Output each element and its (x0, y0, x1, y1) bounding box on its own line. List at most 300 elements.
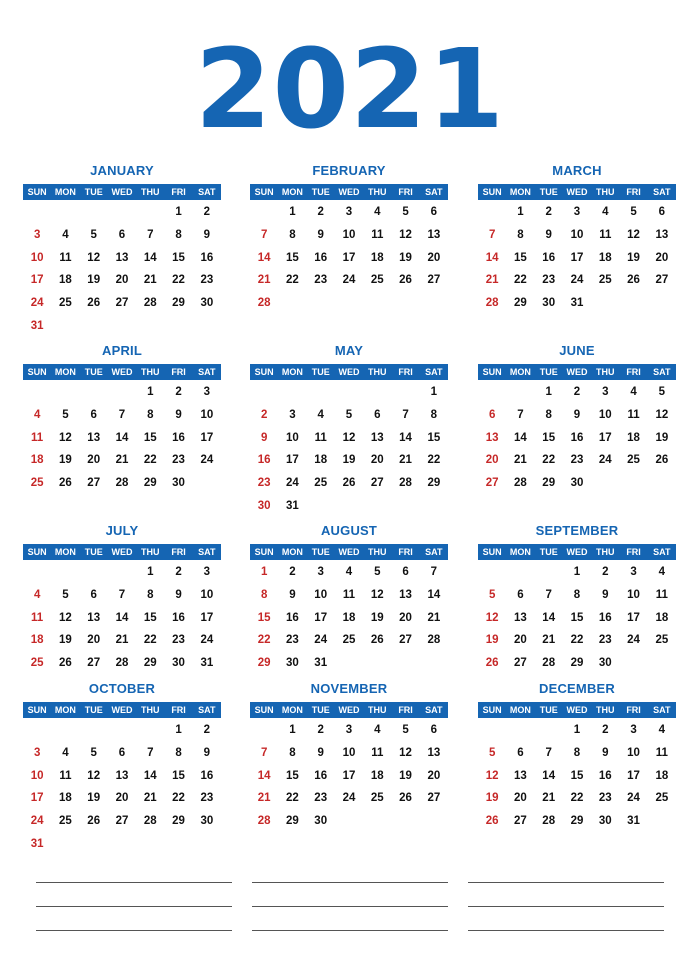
day-cell: 8 (147, 408, 154, 421)
weekday-label: SAT (198, 367, 216, 377)
weekday-label: SAT (198, 187, 216, 197)
day-cell: 18 (655, 769, 669, 782)
day-cell: 21 (115, 634, 129, 647)
day-cell: 23 (314, 792, 328, 805)
weekday-label: SUN (482, 367, 502, 377)
empty-cell (506, 561, 534, 584)
day-cell: 17 (342, 769, 356, 782)
note-line (468, 883, 664, 907)
day-cell: 5 (658, 386, 666, 398)
day-cell: 27 (427, 274, 441, 287)
day-cell: 18 (627, 431, 640, 444)
month-september (478, 520, 676, 675)
day-cell: 22 (542, 454, 556, 467)
day-cell: 30 (570, 477, 584, 490)
day-cell: 6 (90, 408, 97, 421)
day-cell: 12 (342, 431, 356, 444)
day-cell: 23 (257, 477, 271, 490)
day-cell: 31 (570, 297, 584, 310)
weekday-label: FRI (398, 367, 413, 377)
day-cell: 1 (175, 724, 182, 736)
day-cell: 15 (172, 251, 185, 264)
day-cell: 27 (427, 792, 441, 805)
weekday-label: WED (111, 547, 133, 557)
month-january (23, 160, 221, 338)
day-cell: 28 (257, 297, 271, 310)
day-cell: 15 (514, 251, 527, 264)
day-cell: 16 (542, 251, 556, 264)
day-cell: 18 (30, 454, 44, 467)
weekday-label: FRI (171, 547, 186, 557)
month-march (478, 160, 676, 315)
weekday-label: WED (566, 367, 588, 377)
month-july (23, 520, 221, 675)
month-february (250, 160, 448, 315)
day-cell: 19 (87, 274, 101, 287)
weekday-label: WED (566, 547, 588, 557)
day-cell: 6 (90, 588, 97, 601)
day-cell: 27 (514, 657, 527, 670)
month-name: JUNE (559, 343, 595, 358)
day-cell: 21 (257, 274, 271, 287)
day-cell: 3 (317, 566, 324, 578)
weekday-header (478, 364, 676, 380)
empty-cell (391, 381, 419, 404)
day-cell: 8 (260, 588, 268, 601)
day-cell: 30 (200, 297, 214, 310)
day-cell: 28 (115, 477, 129, 490)
day-cell: 24 (570, 274, 584, 287)
day-cell: 3 (33, 228, 41, 241)
day-cell: 27 (485, 477, 499, 490)
day-cell: 23 (570, 454, 584, 467)
day-cell: 30 (598, 815, 612, 828)
weekday-label: WED (111, 705, 133, 715)
day-cell: 16 (314, 251, 328, 264)
days-grid (478, 719, 676, 833)
day-cell: 29 (542, 477, 556, 490)
day-cell: 1 (573, 566, 581, 578)
empty-cell (478, 561, 506, 584)
empty-cell (108, 381, 136, 404)
empty-cell (335, 381, 363, 404)
month-name: OCTOBER (88, 681, 156, 696)
day-cell: 26 (399, 792, 412, 805)
weekday-label: THU (596, 187, 615, 197)
empty-cell (51, 561, 79, 584)
day-cell: 9 (175, 588, 182, 601)
day-cell: 4 (317, 408, 324, 421)
day-cell: 15 (286, 769, 299, 782)
day-cell: 15 (427, 431, 441, 444)
day-cell: 24 (200, 454, 214, 467)
day-cell: 1 (289, 724, 296, 736)
day-cell: 20 (485, 454, 499, 467)
weekday-label: WED (566, 187, 588, 197)
day-cell: 17 (200, 611, 214, 624)
weekday-label: TUE (84, 367, 103, 377)
empty-cell (80, 561, 108, 584)
day-cell: 26 (87, 297, 101, 310)
day-cell: 12 (59, 431, 72, 444)
weekday-label: FRI (626, 705, 641, 715)
day-cell: 21 (542, 634, 556, 647)
day-cell: 29 (514, 297, 527, 310)
day-cell: 7 (118, 408, 126, 421)
weekday-header (478, 702, 676, 718)
weekday-label: SAT (198, 547, 216, 557)
day-cell: 10 (627, 746, 640, 759)
weekday-label: SAT (653, 705, 671, 715)
day-cell: 21 (143, 274, 157, 287)
day-cell: 16 (598, 611, 612, 624)
month-june (478, 340, 676, 495)
weekday-label: MON (509, 187, 531, 197)
day-cell: 24 (314, 634, 328, 647)
day-cell: 22 (286, 274, 299, 287)
day-cell: 13 (514, 769, 527, 782)
empty-cell (136, 201, 164, 224)
empty-cell (278, 381, 306, 404)
day-cell: 27 (115, 815, 129, 828)
day-cell: 18 (314, 454, 328, 467)
day-cell: 14 (485, 251, 499, 264)
day-cell: 21 (257, 792, 271, 805)
day-cell: 17 (314, 611, 328, 624)
weekday-label: TUE (539, 367, 558, 377)
day-cell: 18 (370, 769, 384, 782)
day-cell: 7 (260, 228, 268, 241)
empty-cell (23, 719, 51, 742)
day-cell: 23 (200, 792, 214, 805)
weekday-header (23, 184, 221, 200)
day-cell: 11 (599, 228, 612, 241)
days-grid (250, 381, 448, 518)
empty-cell (108, 561, 136, 584)
weekday-label: FRI (398, 705, 413, 715)
day-cell: 14 (427, 588, 441, 601)
day-cell: 25 (59, 815, 72, 828)
day-cell: 3 (630, 566, 637, 578)
day-cell: 20 (115, 792, 129, 805)
weekday-label: SUN (254, 367, 274, 377)
weekday-header (478, 544, 676, 560)
day-cell: 4 (62, 746, 69, 759)
day-cell: 4 (658, 724, 666, 736)
weekday-label: WED (338, 547, 360, 557)
weekday-label: TUE (311, 705, 330, 715)
empty-cell (250, 201, 278, 224)
day-cell: 18 (370, 251, 384, 264)
day-cell: 18 (598, 251, 612, 264)
day-cell: 12 (485, 769, 499, 782)
day-cell: 22 (172, 792, 185, 805)
weekday-label: WED (566, 705, 588, 715)
day-cell: 5 (90, 746, 97, 759)
days-grid (250, 561, 448, 675)
day-cell: 11 (31, 431, 44, 444)
empty-cell (80, 201, 108, 224)
day-cell: 12 (370, 588, 384, 601)
day-cell: 8 (430, 408, 438, 421)
weekday-label: THU (141, 367, 160, 377)
day-cell: 28 (143, 297, 157, 310)
day-cell: 5 (402, 724, 409, 736)
day-cell: 5 (488, 588, 496, 601)
day-cell: 12 (399, 228, 412, 241)
weekday-label: THU (141, 187, 160, 197)
day-cell: 3 (602, 386, 609, 398)
empty-cell (478, 719, 506, 742)
day-cell: 17 (627, 769, 640, 782)
weekday-label: FRI (626, 367, 641, 377)
day-cell: 24 (30, 297, 44, 310)
empty-cell (80, 719, 108, 742)
day-cell: 23 (200, 274, 214, 287)
month-name: JULY (105, 523, 139, 538)
day-cell: 29 (570, 815, 584, 828)
day-cell: 26 (399, 274, 412, 287)
day-cell: 29 (427, 477, 441, 490)
month-name: NOVEMBER (310, 681, 388, 696)
day-cell: 20 (399, 611, 412, 624)
day-cell: 20 (87, 634, 101, 647)
day-cell: 12 (59, 611, 72, 624)
day-cell: 31 (286, 499, 299, 512)
month-name: AUGUST (320, 523, 378, 538)
day-cell: 7 (147, 746, 154, 759)
empty-cell (108, 201, 136, 224)
weekday-label: WED (338, 705, 360, 715)
empty-cell (51, 201, 79, 224)
day-cell: 8 (147, 588, 154, 601)
weekday-label: THU (596, 705, 615, 715)
weekday-label: THU (368, 705, 387, 715)
day-cell: 12 (627, 228, 640, 241)
weekday-label: SUN (254, 547, 274, 557)
day-cell: 11 (314, 431, 327, 444)
day-cell: 30 (598, 657, 612, 670)
day-cell: 23 (314, 274, 328, 287)
weekday-label: TUE (539, 547, 558, 557)
day-cell: 20 (514, 634, 527, 647)
day-cell: 27 (87, 657, 101, 670)
weekday-label: TUE (311, 547, 330, 557)
weekday-label: MON (281, 705, 303, 715)
day-cell: 24 (30, 815, 44, 828)
day-cell: 9 (289, 588, 296, 601)
day-cell: 9 (602, 746, 609, 759)
day-cell: 23 (542, 274, 556, 287)
day-cell: 17 (200, 431, 214, 444)
day-cell: 9 (203, 746, 211, 759)
month-name: SEPTEMBER (535, 523, 619, 538)
day-cell: 18 (30, 634, 44, 647)
day-cell: 23 (172, 634, 185, 647)
day-cell: 25 (342, 634, 356, 647)
day-cell: 30 (542, 297, 556, 310)
day-cell: 10 (200, 588, 214, 601)
day-cell: 31 (314, 657, 328, 670)
note-line (252, 883, 448, 907)
day-cell: 3 (203, 566, 211, 578)
day-cell: 25 (370, 792, 384, 805)
day-cell: 25 (370, 274, 384, 287)
day-cell: 13 (399, 588, 412, 601)
day-cell: 18 (59, 792, 72, 805)
day-cell: 14 (257, 251, 271, 264)
day-cell: 1 (175, 206, 182, 218)
day-cell: 31 (30, 837, 44, 850)
day-cell: 2 (602, 566, 609, 578)
day-cell: 20 (427, 769, 441, 782)
weekday-label: THU (141, 705, 160, 715)
day-cell: 26 (627, 274, 640, 287)
day-cell: 13 (427, 746, 441, 759)
weekday-label: TUE (84, 187, 103, 197)
weekday-label: TUE (311, 367, 330, 377)
weekday-label: TUE (539, 187, 558, 197)
day-cell: 19 (655, 431, 669, 444)
day-cell: 22 (570, 792, 584, 805)
day-cell: 28 (257, 815, 271, 828)
day-cell: 8 (175, 746, 182, 759)
day-cell: 28 (115, 657, 129, 670)
day-cell: 8 (573, 746, 581, 759)
weekday-label: SAT (653, 547, 671, 557)
month-november (250, 678, 448, 833)
day-cell: 3 (630, 724, 637, 736)
day-cell: 10 (30, 769, 44, 782)
day-cell: 2 (175, 386, 182, 398)
day-cell: 28 (399, 477, 412, 490)
day-cell: 30 (314, 815, 328, 828)
day-cell: 30 (172, 657, 185, 670)
month-name: APRIL (102, 343, 142, 358)
weekday-label: THU (596, 367, 615, 377)
day-cell: 21 (115, 454, 129, 467)
day-cell: 25 (627, 454, 640, 467)
day-cell: 16 (172, 431, 185, 444)
day-cell: 14 (542, 611, 556, 624)
weekday-label: MON (54, 547, 76, 557)
empty-cell (51, 719, 79, 742)
day-cell: 26 (485, 657, 499, 670)
day-cell: 7 (430, 566, 438, 578)
day-cell: 24 (286, 477, 299, 490)
day-cell: 13 (485, 431, 499, 444)
day-cell: 19 (59, 634, 72, 647)
day-cell: 18 (342, 611, 356, 624)
day-cell: 21 (143, 792, 157, 805)
day-cell: 27 (655, 274, 669, 287)
empty-cell (23, 381, 51, 404)
day-cell: 24 (200, 634, 214, 647)
day-cell: 10 (286, 431, 299, 444)
day-cell: 13 (427, 228, 441, 241)
day-cell: 25 (30, 657, 44, 670)
day-cell: 22 (514, 274, 527, 287)
day-cell: 15 (172, 769, 185, 782)
weekday-label: SAT (198, 705, 216, 715)
day-cell: 4 (658, 566, 666, 578)
day-cell: 28 (542, 657, 556, 670)
day-cell: 10 (598, 408, 612, 421)
day-cell: 8 (289, 746, 296, 759)
weekday-label: SUN (482, 547, 502, 557)
day-cell: 26 (342, 477, 356, 490)
day-cell: 24 (342, 792, 356, 805)
empty-cell (478, 381, 506, 404)
month-name: FEBRUARY (312, 163, 386, 178)
day-cell: 16 (286, 611, 299, 624)
weekday-label: SAT (653, 367, 671, 377)
day-cell: 15 (570, 769, 584, 782)
day-cell: 16 (200, 251, 214, 264)
day-cell: 18 (655, 611, 669, 624)
weekday-label: SAT (425, 705, 443, 715)
day-cell: 7 (517, 408, 524, 421)
weekday-label: TUE (539, 705, 558, 715)
month-may (250, 340, 448, 518)
day-cell: 13 (87, 431, 101, 444)
day-cell: 14 (143, 251, 157, 264)
day-cell: 8 (545, 408, 552, 421)
day-cell: 13 (115, 769, 129, 782)
empty-cell (23, 201, 51, 224)
day-cell: 29 (143, 477, 157, 490)
day-cell: 5 (402, 206, 409, 218)
day-cell: 17 (30, 274, 44, 287)
day-cell: 7 (147, 228, 154, 241)
day-cell: 19 (399, 769, 412, 782)
weekday-label: FRI (398, 547, 413, 557)
day-cell: 7 (402, 408, 409, 421)
weekday-label: MON (281, 547, 303, 557)
weekday-label: TUE (84, 705, 103, 715)
day-cell: 19 (485, 634, 499, 647)
day-cell: 31 (200, 657, 214, 670)
empty-cell (307, 381, 335, 404)
day-cell: 30 (172, 477, 185, 490)
day-cell: 19 (370, 611, 384, 624)
day-cell: 13 (115, 251, 129, 264)
day-cell: 3 (33, 746, 41, 759)
day-cell: 23 (286, 634, 299, 647)
day-cell: 22 (570, 634, 584, 647)
day-cell: 17 (627, 611, 640, 624)
day-cell: 20 (427, 251, 441, 264)
day-cell: 21 (514, 454, 527, 467)
day-cell: 14 (257, 769, 271, 782)
day-cell: 15 (257, 611, 271, 624)
day-cell: 2 (260, 408, 268, 421)
day-cell: 10 (342, 746, 356, 759)
day-cell: 5 (62, 588, 69, 601)
day-cell: 26 (59, 477, 72, 490)
day-cell: 28 (514, 477, 527, 490)
day-cell: 29 (143, 657, 157, 670)
weekday-label: FRI (171, 187, 186, 197)
day-cell: 11 (59, 769, 72, 782)
month-october (23, 678, 221, 856)
day-cell: 19 (627, 251, 640, 264)
empty-cell (535, 719, 563, 742)
days-grid (23, 719, 221, 856)
day-cell: 15 (570, 611, 584, 624)
day-cell: 17 (598, 431, 612, 444)
days-grid (478, 381, 676, 495)
